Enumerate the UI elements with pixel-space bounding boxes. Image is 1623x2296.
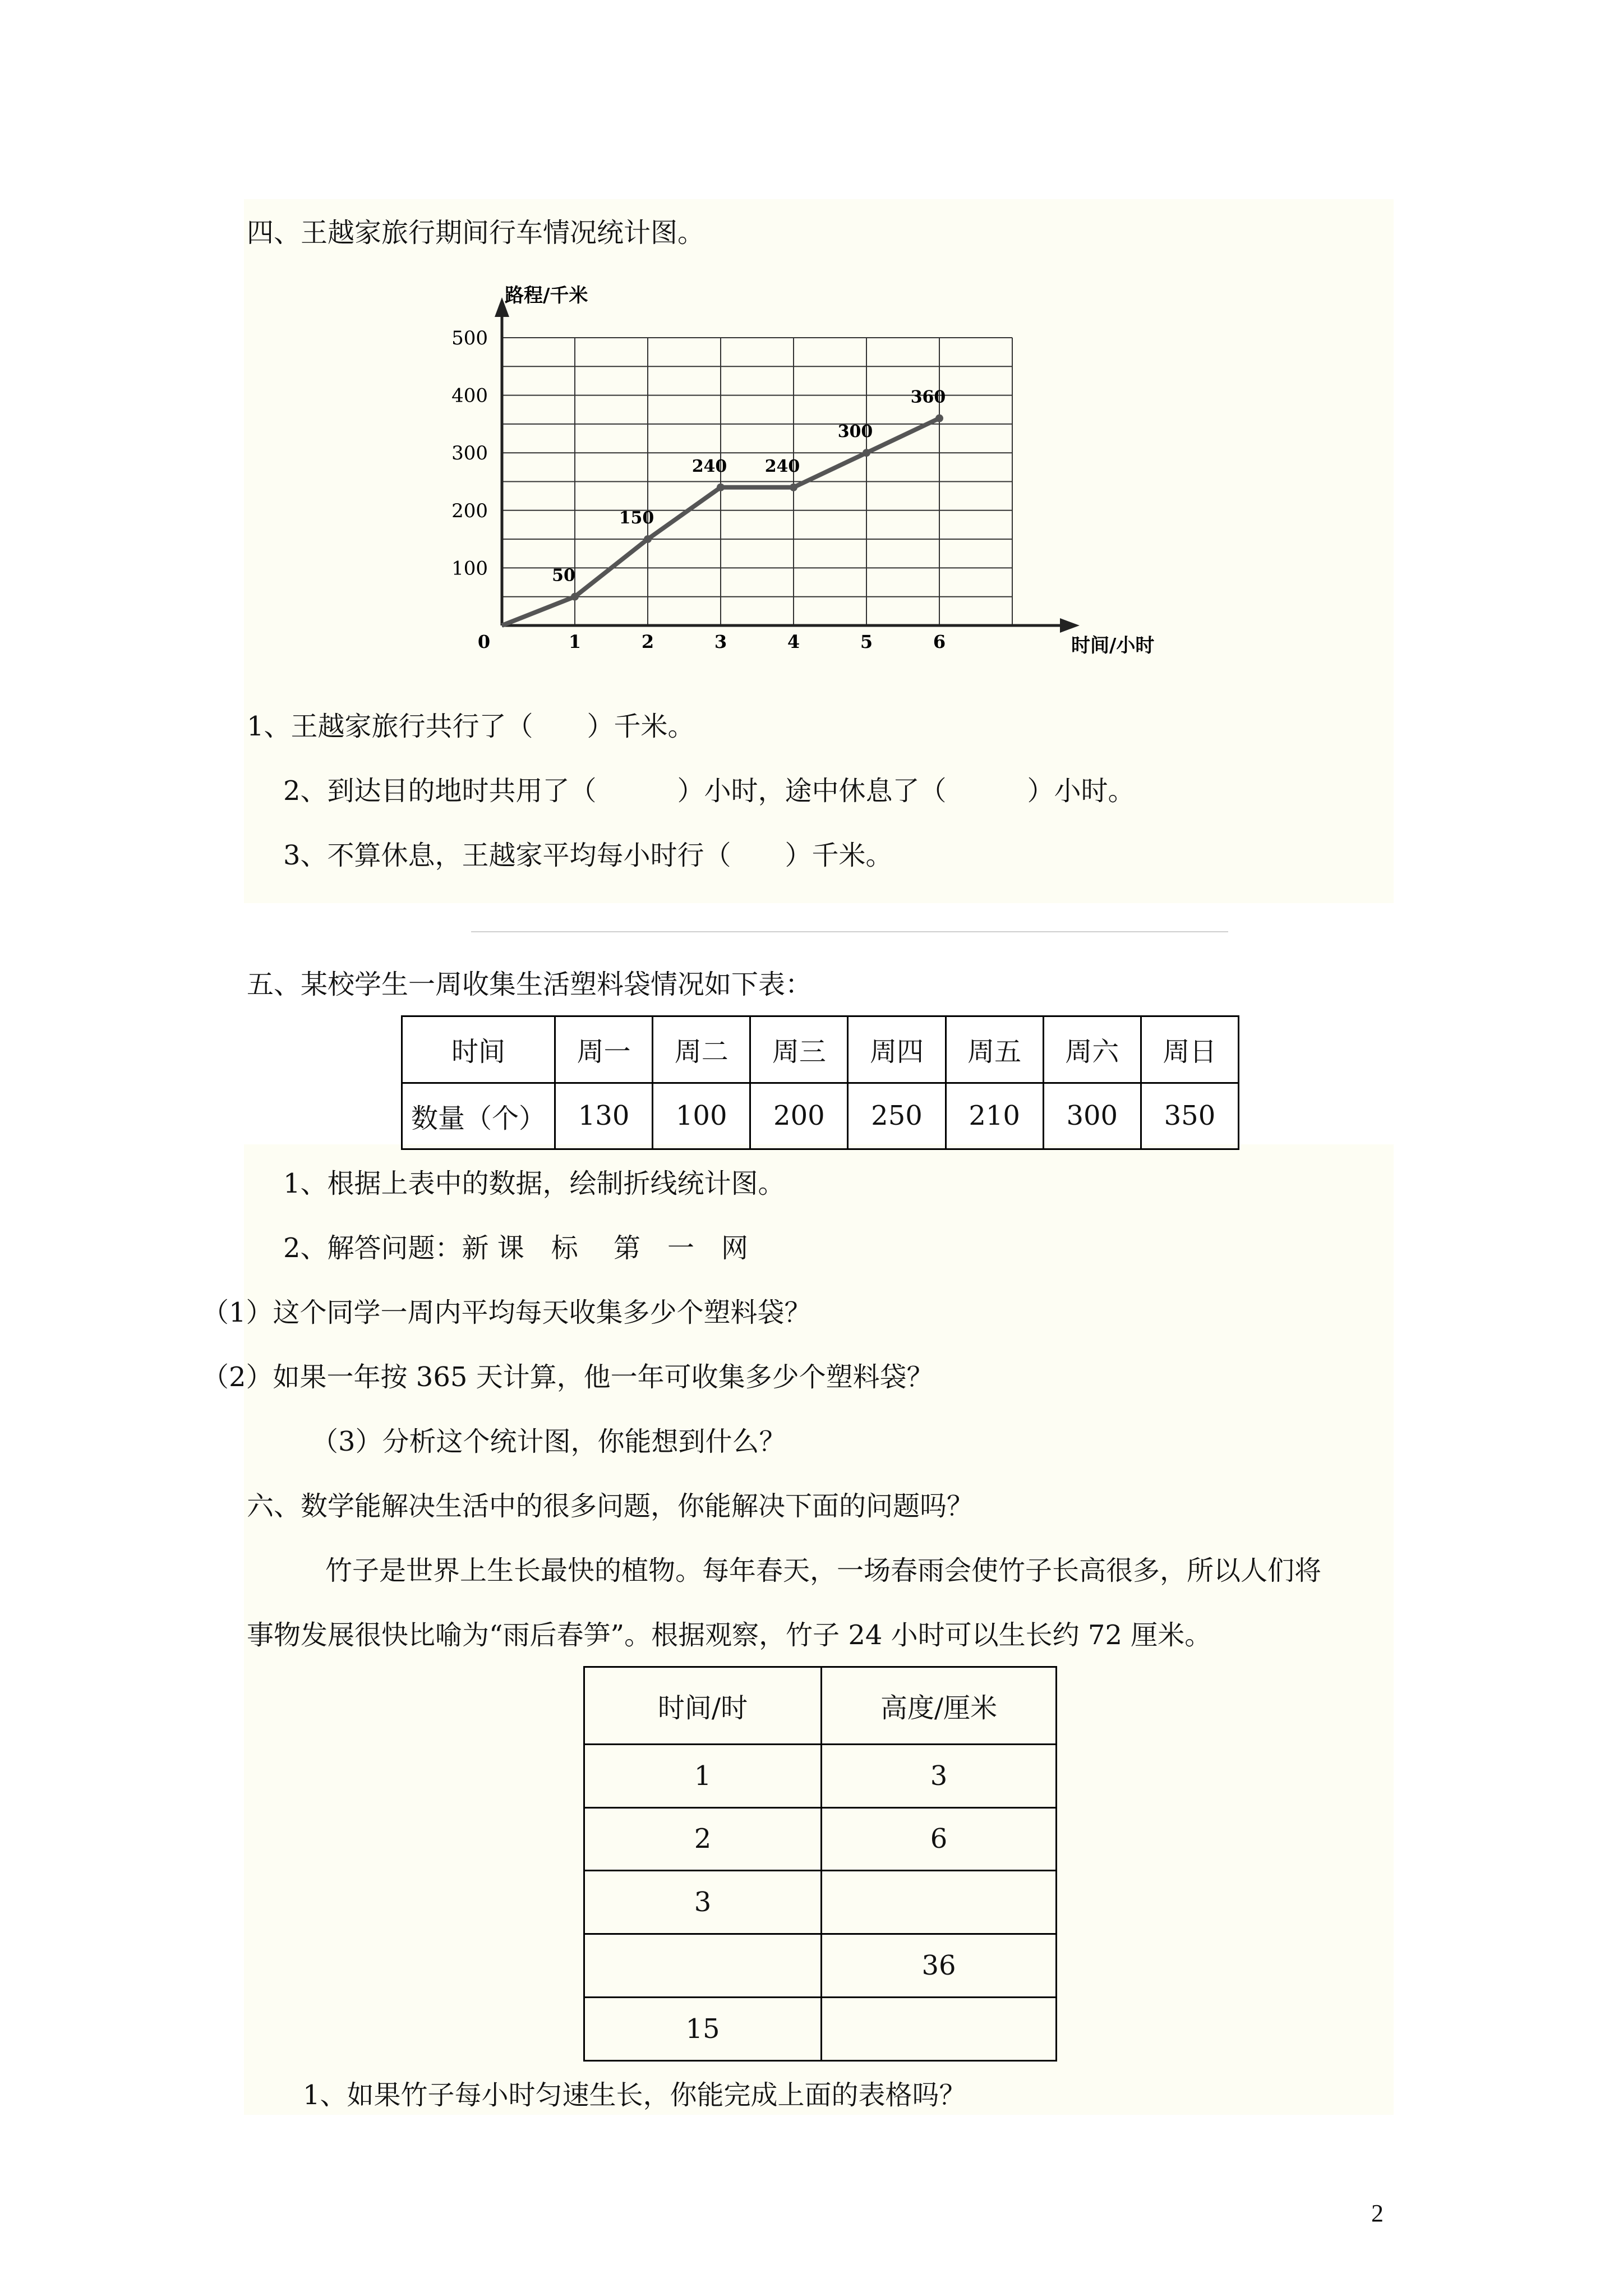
- table-cell: 250: [848, 1083, 946, 1149]
- table-header-cell: 周六: [1043, 1016, 1141, 1083]
- section5-question-2-2: （2）如果一年按 365 天计算，他一年可收集多少个塑料袋？: [202, 1361, 934, 1393]
- y-tick-label: 500: [451, 327, 488, 349]
- bamboo-growth-table: [583, 1666, 1057, 2062]
- plastic-bag-table: [401, 1015, 1239, 1150]
- table-cell: 210: [946, 1083, 1043, 1149]
- table-header-cell: 周四: [848, 1016, 946, 1083]
- section6-paragraph-line-2: 事物发展很快比喻为“雨后春笋”。根据观察，竹子 24 小时可以生长约 72 厘米。: [247, 1619, 1212, 1651]
- x-tick-label: 3: [714, 631, 727, 652]
- y-tick-label: 400: [451, 384, 488, 407]
- table-cell: [822, 1871, 1057, 1934]
- table-header-cell: 高度/厘米: [822, 1667, 1057, 1745]
- table-cell: 300: [1043, 1083, 1141, 1149]
- data-point: [790, 484, 797, 491]
- x-tick-label: 2: [641, 631, 654, 652]
- data-label: 240: [691, 456, 727, 476]
- table-header-cell: 周二: [653, 1016, 750, 1083]
- section5-question-2-1: （1）这个同学一周内平均每天收集多少个塑料袋？: [202, 1297, 811, 1328]
- data-point: [935, 415, 943, 422]
- data-point: [717, 484, 725, 491]
- table-cell: 数量（个）: [402, 1083, 555, 1149]
- section5-title: 五、某校学生一周收集生活塑料袋情况如下表：: [247, 969, 813, 1000]
- x-tick-label: 5: [860, 631, 873, 652]
- chart-ticks: [451, 327, 946, 652]
- table-row: [584, 1871, 1057, 1934]
- table-row: [584, 1807, 1057, 1871]
- table-header-cell: 时间: [402, 1016, 555, 1083]
- table-row: [584, 1998, 1057, 2061]
- table-cell: 15: [584, 1998, 822, 2061]
- data-label: 50: [552, 565, 575, 586]
- section4-question-3: 3、不算休息，王越家平均每小时行（ ）千米。: [283, 840, 893, 871]
- x-tick-label: 1: [568, 631, 582, 652]
- table-cell: 2: [584, 1807, 822, 1871]
- table-cell: 100: [653, 1083, 750, 1149]
- table-cell: 36: [822, 1934, 1057, 1998]
- data-label: 300: [837, 422, 873, 442]
- data-label: 240: [764, 456, 800, 476]
- table-header-cell: 周三: [750, 1016, 848, 1083]
- section5-question-2-3: （3）分析这个统计图，你能想到什么？: [311, 1426, 786, 1457]
- table-cell: 6: [822, 1807, 1057, 1871]
- y-tick-label: 300: [451, 442, 488, 465]
- table-cell: [822, 1998, 1057, 2061]
- table-row: [584, 1934, 1057, 1998]
- section4-title: 四、王越家旅行期间行车情况统计图。: [247, 217, 705, 249]
- data-label: 360: [910, 387, 946, 407]
- table-row: [584, 1744, 1057, 1807]
- table-header-cell: 时间/时: [584, 1667, 822, 1745]
- table-header-cell: 周一: [555, 1016, 653, 1083]
- table-header-cell: 周五: [946, 1016, 1043, 1083]
- section6-title: 六、数学能解决生活中的很多问题，你能解决下面的问题吗？: [247, 1490, 974, 1522]
- table-cell: 130: [555, 1083, 653, 1149]
- table-cell: 3: [584, 1871, 822, 1934]
- table-cell: [584, 1934, 822, 1998]
- y-tick-label: 100: [451, 557, 488, 580]
- table-cell: 1: [584, 1744, 822, 1807]
- section6-paragraph-line-1: 竹子是世界上生长最快的植物。每年春天，一场春雨会使竹子长高很多，所以人们将: [325, 1555, 1322, 1586]
- section-divider: [471, 931, 1228, 932]
- data-point: [571, 593, 579, 601]
- chart-x-axis-label: 时间/小时: [1071, 634, 1155, 657]
- page-number: 2: [1371, 2200, 1384, 2227]
- x-tick-label: 6: [933, 631, 946, 652]
- y-tick-label: 200: [451, 499, 488, 522]
- section5-question-1: 1、根据上表中的数据，绘制折线统计图。: [283, 1168, 785, 1199]
- data-point: [863, 449, 870, 457]
- x-axis-arrow-icon: [1060, 618, 1080, 633]
- data-point: [644, 535, 652, 543]
- table-cell: 350: [1141, 1083, 1238, 1149]
- data-label: 150: [619, 508, 654, 528]
- table-cell: 200: [750, 1083, 848, 1149]
- table-row: [584, 1667, 1057, 1745]
- x-tick-label: 4: [787, 631, 800, 652]
- chart-grid: [502, 338, 1012, 625]
- section5-question-2: 2、解答问题：新 课 标 第 一 网: [283, 1232, 749, 1264]
- chart-y-axis-label: 路程/千米: [505, 284, 588, 307]
- section6-question-1: 1、如果竹子每小时匀速生长，你能完成上面的表格吗？: [303, 2079, 966, 2111]
- section4-question-2: 2、到达目的地时共用了（ ）小时，途中休息了（ ）小时。: [283, 775, 1135, 807]
- table-row: [402, 1083, 1239, 1149]
- section4-question-1: 1、王越家旅行共行了（ ）千米。: [247, 711, 695, 742]
- chart-series: [502, 388, 946, 625]
- table-header-cell: 周日: [1141, 1016, 1238, 1083]
- table-cell: 3: [822, 1744, 1057, 1807]
- distance-time-line-chart: [426, 275, 1211, 673]
- table-row: [402, 1016, 1239, 1083]
- x-tick-label: 0: [477, 631, 491, 652]
